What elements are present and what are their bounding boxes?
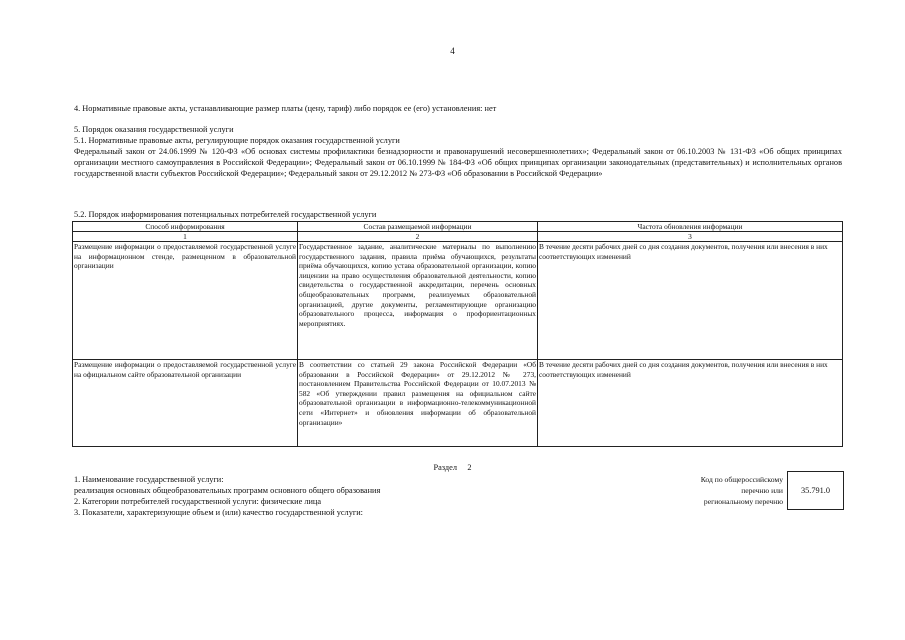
page-number: 4	[450, 46, 455, 56]
table-row	[73, 242, 843, 360]
header-content: Состав размещаемой информации	[298, 222, 538, 232]
section4-line: 4. Нормативные правовые акты, устанавливающие размер платы (цену, тариф) либо порядок ее (его) установления: нет	[74, 104, 497, 113]
col-number-1: 1	[73, 232, 298, 242]
table-row	[73, 360, 843, 447]
table-number-row	[73, 232, 843, 242]
table-header-row	[73, 222, 843, 232]
section5-1-text: Федеральный закон от 24.06.1999 № 120-ФЗ «Об основах системы профилактики безнадзорности и правонарушений несовершеннолетних»; Федеральный закон от 06.10.2003 № 131-ФЗ «Об общих принципах организации местного самоуправления в Российской Федерации»; Федеральный закон от 06.10.1999 № 184-ФЗ «Об общих принципах организации законодательных (представительных) и исполнительных органов государственной власти субъектов Российской Федерации»; Федеральный закон от 29.12.2012 № 273-ФЗ «Об образовании в Российской Федерации»	[74, 147, 842, 178]
razdel-number: 2	[467, 463, 472, 472]
service-name-value: реализация основных общеобразовательных программ основного общего образования	[74, 486, 381, 495]
row2-method: Размещение информации о предоставляемой государственной услуге на официальном сайте образовательной организации	[73, 360, 298, 447]
info-table	[72, 221, 843, 447]
code-value: 35.791.0	[800, 486, 831, 495]
row2-content: В соответствии со статьей 29 закона Российской Федерации «Об образовании в Российской Федерации» от 29.12.2012 № 273, постановлением Правительства Российской Федерации от 10.07.2013 № 582 «Об утверждении правил размещения на официальном сайте образовательной организации в информационно-телекоммуникационной сети «Интернет» и обновления информации об образовательной организации»	[298, 360, 538, 447]
row2-frequency: В течение десяти рабочих дней со дня создания документов, получения или внесения в них соответствующих изменений	[538, 360, 843, 447]
section5-1-title: 5.1. Нормативные правовые акты, регулирующие порядок оказания государственной услуги	[74, 136, 400, 145]
code-label-1: Код по общероссийскому	[700, 475, 783, 484]
code-label-3: региональному перечню	[703, 497, 783, 506]
row1-method: Размещение информации о предоставляемой государственной услуге на информационном стенде, размещенном в образовательной организации	[73, 242, 298, 360]
razdel-heading	[0, 463, 905, 472]
header-frequency: Частота обновления информации	[538, 222, 843, 232]
section5-2-title: 5.2. Порядок информирования потенциальных потребителей государственной услуги	[74, 210, 377, 219]
consumer-category: 2. Категории потребителей государственной услуги: физические лица	[74, 497, 322, 506]
row1-content: Государственное задание, аналитические материалы по выполнению государственного задания, правила приёма обучающихся, результаты приёма обучающихся, копию устава образовательной организации, копию лицензии на право осуществления образовательной деятельности, копию свидетельства о государственной аккредитации, перечень основных общеобразовательных программ, реализуемых образовательной организацией, другие документы, регламентирующие организацию образовательного процесса, информация о профориентационных мероприятиях.	[298, 242, 538, 360]
section5-title: 5. Порядок оказания государственной услуги	[74, 125, 234, 134]
header-method: Способ информирования	[73, 222, 298, 232]
code-value-box	[787, 471, 844, 510]
razdel-label: Раздел	[433, 463, 457, 472]
service-name-label: 1. Наименование государственной услуги:	[74, 475, 224, 484]
col-number-3: 3	[538, 232, 843, 242]
code-label-2: перечню или	[741, 486, 783, 495]
row1-frequency: В течение десяти рабочих дней со дня создания документов, получения или внесения в них соответствующих изменений	[538, 242, 843, 360]
indicators-label: 3. Показатели, характеризующие объем и (или) качество государственной услуги:	[74, 508, 363, 517]
col-number-2: 2	[298, 232, 538, 242]
